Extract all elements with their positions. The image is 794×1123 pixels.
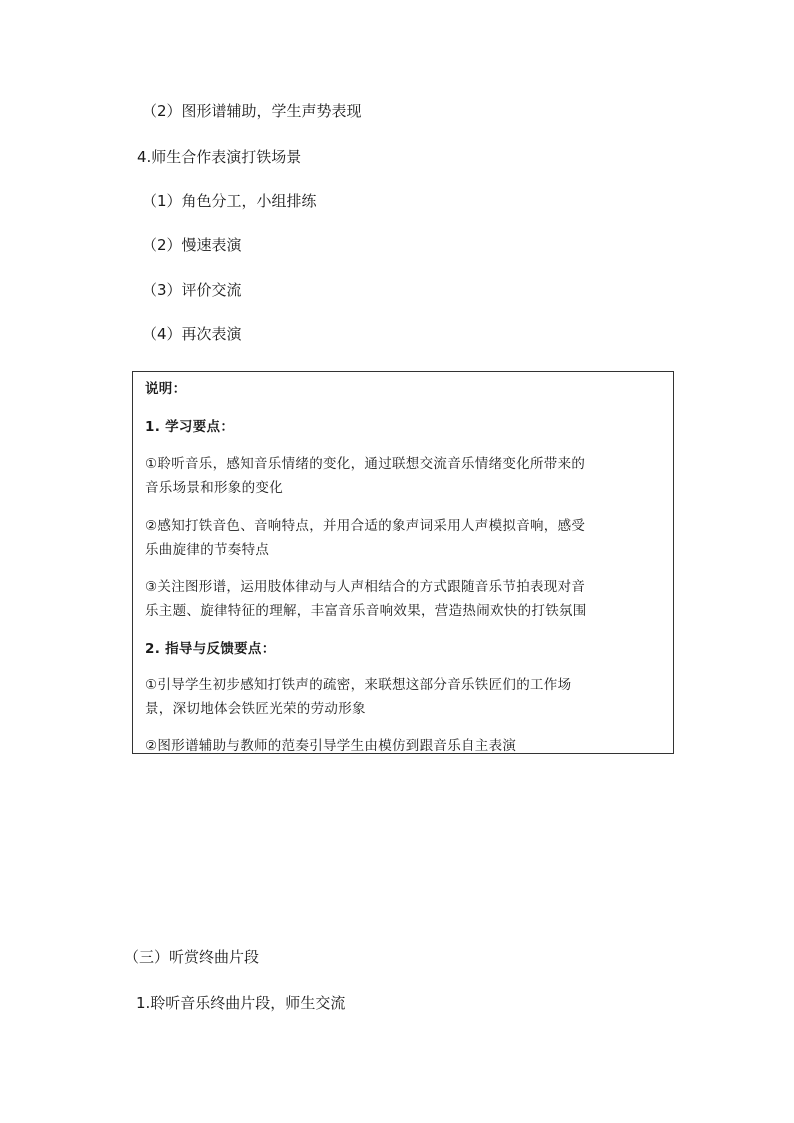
guidance-title: 2. 指导与反馈要点： — [145, 641, 276, 657]
step-4-3: （3）评价交流 — [142, 281, 242, 299]
step-2-graphic-score: （2）图形谱辅助，学生声势表现 — [142, 102, 362, 120]
learning-point-3-line1: ③关注图形谱，运用肢体律动与人声相结合的方式跟随音乐节拍表现对音 — [145, 579, 586, 595]
explanation-box — [132, 371, 674, 754]
guidance-1-line1: ①引导学生初步感知打铁声的疏密，来联想这部分音乐铁匠们的工作场 — [145, 677, 572, 693]
step-4-2: （2）慢速表演 — [142, 236, 242, 254]
learning-point-2-line2: 乐曲旋律的节奏特点 — [145, 542, 270, 558]
learning-point-1-line2: 音乐场景和形象的变化 — [145, 480, 283, 496]
section-3-item-1: 1.聆听音乐终曲片段，师生交流 — [136, 994, 346, 1012]
box-title: 说明： — [145, 381, 187, 397]
learning-point-1-line1: ①聆听音乐，感知音乐情绪的变化，通过联想交流音乐情绪变化所带来的 — [145, 456, 586, 472]
step-4-heading: 4.师生合作表演打铁场景 — [137, 148, 302, 166]
learning-point-2-line1: ②感知打铁音色、音响特点，并用合适的象声词采用人声模拟音响，感受 — [145, 518, 586, 534]
guidance-2-line1: ②图形谱辅助与教师的范奏引导学生由模仿到跟音乐自主表演 — [145, 738, 517, 754]
learning-points-title: 1. 学习要点： — [145, 419, 235, 435]
step-4-1: （1）角色分工，小组排练 — [142, 192, 317, 210]
guidance-1-line2: 景，深切地体会铁匠光荣的劳动形象 — [145, 701, 366, 717]
section-3-heading: （三）听赏终曲片段 — [124, 948, 260, 966]
learning-point-3-line2: 乐主题、旋律特征的理解，丰富音乐音响效果，营造热闹欢快的打铁氛围 — [145, 603, 587, 619]
step-4-4: （4）再次表演 — [142, 325, 242, 343]
